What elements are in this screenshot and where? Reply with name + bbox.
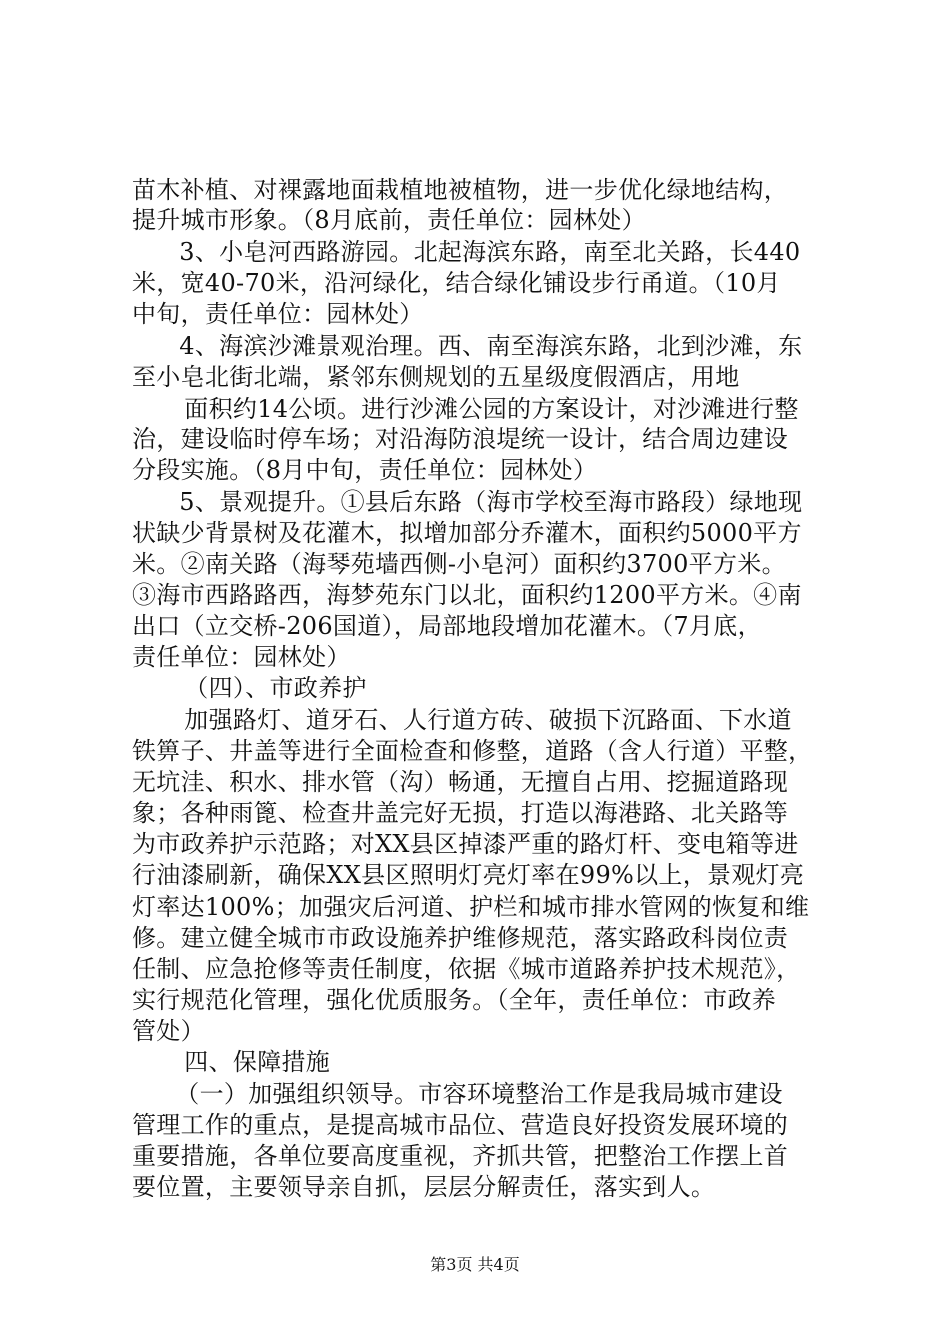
- body-line-6: 4、海滨沙滩景观治理。西、南至海滨东路，北到沙滩，东: [155, 332, 803, 360]
- body-line-18: 加强路灯、道牙石、人行道方砖、破损下沉路面、下水道: [160, 706, 792, 734]
- body-line-31: 管理工作的重点，是提高城市品位、营造良好投资发展环境的: [132, 1111, 789, 1139]
- body-line-12: 状缺少背景树及花灌木，拟增加部分乔灌木，面积约5000平方: [132, 519, 802, 547]
- body-line-22: 为市政养护示范路；对XX县区掉漆严重的路灯杆、变电箱等进: [132, 830, 799, 858]
- body-line-15: 出口（立交桥-206国道），局部地段增加花灌木。（7月底，: [132, 612, 762, 640]
- body-line-21: 象；各种雨篦、检查井盖完好无损，打造以海港路、北关路等: [132, 799, 789, 827]
- body-line-23: 行油漆刷新，确保XX县区照明灯亮灯率在99%以上，景观灯亮: [132, 861, 805, 889]
- body-line-11: 5、景观提升。①县后东路（海市学校至海市路段）绿地现: [155, 488, 803, 516]
- body-line-7: 至小皂北街北端，紧邻东侧规划的五星级度假酒店，用地: [132, 363, 740, 391]
- section-heading-safeguards: 四、保障措施: [160, 1048, 331, 1076]
- body-line-13: 米。②南关路（海琴苑墙西侧-小皂河）面积约3700平方米。: [132, 550, 786, 578]
- body-line-2: 提升城市形象。（8月底前，责任单位：园林处）: [132, 206, 646, 234]
- body-line-10: 分段实施。（8月中旬，责任单位：园林处）: [132, 456, 598, 484]
- body-line-20: 无坑洼、积水、排水管（沟）畅通，无擅自占用、挖掘道路现: [132, 768, 789, 796]
- body-line-26: 任制、应急抢修等责任制度，依据《城市道路养护技术规范》，: [132, 955, 801, 983]
- body-line-9: 治，建设临时停车场；对沿海防浪堤统一设计，结合周边建设: [132, 425, 789, 453]
- body-line-33: 要位置，主要领导亲自抓，层层分解责任，落实到人。: [132, 1173, 716, 1201]
- body-line-24: 灯率达100%；加强灾后河道、护栏和城市排水管网的恢复和维: [132, 893, 810, 921]
- page-number-footer: 第3页 共4页: [430, 1255, 520, 1274]
- body-line-27: 实行规范化管理，强化优质服务。（全年，责任单位：市政养: [132, 986, 777, 1014]
- section-heading-4: （四）、市政养护: [172, 674, 367, 702]
- body-line-25: 修。建立健全城市市政设施养护维修规范，落实路政科岗位责: [132, 924, 789, 952]
- body-line-19: 铁箅子、井盖等进行全面检查和修整，道路（含人行道）平整，: [132, 737, 813, 765]
- body-line-1: 苗木补植、对裸露地面栽植地被植物，进一步优化绿地结构，: [132, 176, 789, 204]
- body-line-16: 责任单位：园林处）: [132, 643, 351, 671]
- body-line-32: 重要措施，各单位要高度重视，齐抓共管，把整治工作摆上首: [132, 1142, 789, 1170]
- body-line-3: 3、小皂河西路游园。北起海滨东路，南至北关路，长440: [155, 238, 801, 266]
- body-line-14: ③海市西路路西，海梦苑东门以北，面积约1200平方米。④南: [132, 581, 802, 609]
- body-line-4: 米，宽40-70米，沿河绿化，结合绿化铺设步行甬道。（10月: [132, 269, 781, 297]
- body-line-28: 管处）: [132, 1017, 205, 1045]
- body-line-30: （一）加强组织领导。市容环境整治工作是我局城市建设: [163, 1080, 783, 1108]
- body-line-5: 中旬，责任单位：园林处）: [132, 300, 424, 328]
- body-line-8: 面积约14公顷。进行沙滩公园的方案设计，对沙滩进行整: [160, 395, 799, 423]
